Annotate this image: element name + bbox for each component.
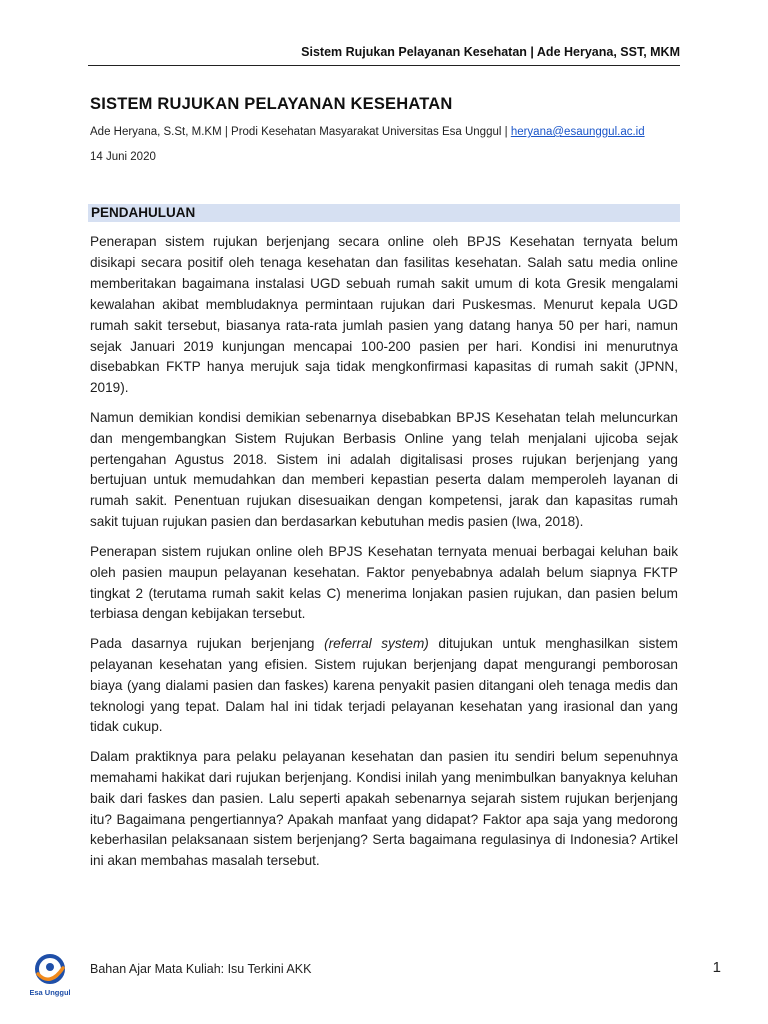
paragraph-3: Penerapan sistem rujukan online oleh BPJS Kesehatan ternyata menuai berbagai keluhan baik oleh pasien maupun pelayanan kesehatan. Faktor penyebabnya adalah belum siapnya FKTP tingkat 2 (terutama rumah sakit kelas C) menerima lonjakan pasien rujukan, dan pasien belum terbiasa dengan kebijakan tersebut. xyxy=(90,543,678,622)
header-divider xyxy=(88,65,680,66)
document-body xyxy=(90,232,678,881)
paragraph-4-end: ditujukan untuk menghasilkan sistem pelayanan kesehatan yang efisien. Sistem rujukan berjenjang dapat mengurangi pemborosan biaya (yang dialami pasien dan faskes) karena penyakit pasien ditangani oleh tenaga medis dan teknologi yang tepat. Dalam hal ini tidak terjadi pelayanan kesehatan yang irasional dan yang tidak cukup. xyxy=(90,635,678,735)
paragraph-1: Penerapan sistem rujukan berjenjang secara online oleh BPJS Kesehatan ternyata belum disikapi secara positif oleh tenaga kesehatan dan fasilitas kesehatan. Salah satu media online memberitakan bagaimana instalasi UGD sebuah rumah sakit umum di kota Gresik mengalami kewalahan akibat membludaknya permintaan rujukan dari Puskesmas. Menurut kepala UGD rumah sakit tersebut, biasanya rata-rata jumlah pasien yang datang hanya 50 per hari, namun sejak Januari 2019 kunjungan mencapai 100-200 pasien per hari. Kondisi ini menurutnya disebabkan FKTP hanya merujuk saja tidak mengkonfirmasi kapasitas di rumah sakit (JPNN, 2019). xyxy=(90,234,678,396)
logo-text: Esa Unggul xyxy=(30,988,70,997)
running-header: Sistem Rujukan Pelayanan Kesehatan | Ade Heryana, SST, MKM xyxy=(301,45,680,59)
section-title: PENDAHULUAN xyxy=(91,205,196,220)
paragraph-4 xyxy=(90,634,678,739)
paragraph-4-italic: (referral system) xyxy=(324,635,429,651)
author-email-link[interactable]: heryana@esaunggul.ac.id xyxy=(510,126,645,138)
section-heading-bar xyxy=(88,204,680,222)
author-line xyxy=(90,126,645,138)
page-number: 1 xyxy=(712,959,721,976)
document-title: SISTEM RUJUKAN PELAYANAN KESEHATAN xyxy=(90,95,453,113)
esa-unggul-logo-icon xyxy=(30,952,70,998)
paragraph-4-start: Pada dasarnya rujukan berjenjang xyxy=(90,635,325,651)
paragraph-5: Dalam praktiknya para pelaku pelayanan kesehatan dan pasien itu sendiri belum sepenuhnya memahami hakikat dari rujukan berjenjang. Kondisi inilah yang menimbulkan banyaknya keluhan baik dari faskes dan pasien. Lalu seperti apakah sebenarnya sejarah sistem rujukan berjenjang itu? Bagaimana pengertiannya? Apakah manfaat yang didapat? Faktor apa saja yang medorong keberhasilan pelaksanaan sistem berjenjang? Serta bagaimana regulasinya di Indonesia? Artikel ini akan membahas masalah tersebut. xyxy=(90,748,678,869)
paragraph-2: Namun demikian kondisi demikian sebenarnya disebabkan BPJS Kesehatan telah meluncurkan dan mengembangkan Sistem Rujukan Berbasis Online yang telah menjalani ujicoba sejak pertengahan Agustus 2018. Sistem ini adalah digitalisasi proses rujukan berjenjang yang bertujuan untuk memudahkan dan memberi kepastian peserta dalam memperoleh layanan di rumah sakit. Penentuan rujukan disesuaikan dengan kompetensi, jarak dan kapasitas rumah sakit tujuan rujukan pasien dan berdasarkan kebutuhan medis pasien (Iwa, 2018). xyxy=(90,409,678,530)
author-info: Ade Heryana, S.St, M.KM | Prodi Kesehatan Masyarakat Universitas Esa Unggul | xyxy=(90,126,511,138)
footer-course-label: Bahan Ajar Mata Kuliah: Isu Terkini AKK xyxy=(90,962,312,976)
document-date: 14 Juni 2020 xyxy=(90,151,156,163)
logo-graphic xyxy=(30,952,70,998)
